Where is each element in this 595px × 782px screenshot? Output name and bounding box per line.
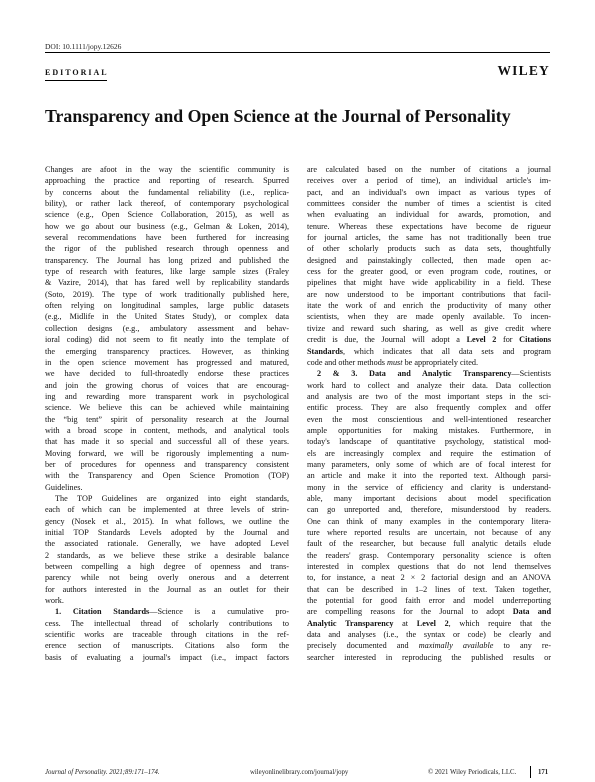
body-line: cess. The intellectual thread of scholarly contributions to: [45, 618, 289, 628]
body-line: & Vazire, 2014), that has fared well by replicability standards: [45, 278, 289, 288]
body-line: scientists, when they are made openly available. To incen-: [307, 312, 551, 322]
body-line: One can think of many examples in the contemporary litera-: [307, 516, 551, 526]
body-line: we have decided to full-throatedly endorse these practices: [45, 369, 289, 379]
body-line: with a broad scope in content, methods, and analytical tools: [45, 425, 289, 435]
body-line: collection designs (e.g., ambulatory assessment and behav-: [45, 323, 289, 333]
body-line: itate the work of and enrich the productivity of many other: [307, 301, 551, 311]
body-line: each of which can be implemented at three levels of strin-: [45, 505, 289, 515]
body-line: the “big tent” spirit of personality research at the Journal: [45, 414, 289, 424]
header-rule: [45, 52, 550, 53]
footer-separator: [530, 766, 531, 778]
body-line: are compelling reasons for the Journal to adopt Data and: [307, 607, 551, 617]
body-line: ample opportunities for making mistakes. Furthermore, in: [307, 425, 551, 435]
body-line: even the most conscientious and well-intentioned researcher: [307, 414, 551, 424]
body-line: Moving forward, we will be rigorously implementing a num-: [45, 448, 289, 458]
publisher-logo: WILEY: [497, 63, 550, 78]
body-line: Guidelines.: [45, 482, 83, 492]
body-line: Standards, which indicates that all data sets and program: [307, 346, 551, 356]
left-column: [45, 164, 289, 663]
body-line: are calculated based on the number of citations a journal: [307, 165, 551, 174]
body-line: in the open science movement has progressed and matured,: [45, 357, 289, 367]
body-line: for authors interested in the Journal as an outlet for their: [45, 584, 289, 594]
body-line: scientific works are traceable through citations in the ref-: [45, 630, 289, 640]
body-line: the readers' grasp. Contemporary personality science is often: [307, 550, 551, 560]
body-line: fault of the researcher, but because full analytic details elude: [307, 539, 551, 549]
body-line: that can be described in 1–2 lines of text. Taken together,: [307, 584, 551, 594]
body-line: approaching the practice and reporting of research. Spurred: [45, 176, 289, 186]
page-number: 171: [538, 769, 549, 776]
body-line: the associated rationale. Generally, we have adopted Level: [45, 539, 289, 549]
body-line: tenure. Whereas these expectations have become de rigueur: [307, 221, 551, 231]
body-line: with the Transparency and Open Science Promotion (TOP): [45, 471, 289, 481]
article-type-underline: [45, 80, 107, 81]
body-line: and join the growing chorus of voices that are encourag-: [45, 380, 289, 390]
body-line: (e.g., Midlife in the United States Study), or complex data: [45, 312, 289, 322]
body-line: are now understood to be important contributions that facil-: [307, 289, 551, 299]
body-line: an article and make it into the reported text. Although parsi-: [307, 471, 551, 481]
body-line: many parameters, only some of which are of focal interest for: [307, 459, 551, 469]
body-line: several recommendations have been furthered for increasing: [45, 233, 289, 243]
body-line: science. We believe this can be achieved while maintaining: [45, 403, 289, 413]
body-line: gency (Nosek et al., 2015). In what follows, we outline the: [45, 516, 289, 526]
body-line: work hard to collect and analyze their data. Data collection: [307, 380, 551, 390]
body-line: initial TOP Standards Levels adopted by the Journal and: [45, 528, 289, 537]
section-heading: 1. Citation Standards: [55, 607, 150, 617]
body-line: type of research with features, like large sample sizes (Fraley: [45, 267, 289, 277]
body-line: bility), or rather lack thereof, of contemporary psychological: [45, 199, 289, 209]
body-line: how we go about our business (e.g., Gelman & Loken, 2014),: [45, 221, 289, 231]
body-line: ber of procedures for openness and transparency consistent: [45, 459, 289, 469]
body-line: receives over a period of time), an individual article's im-: [307, 176, 551, 186]
footer-url[interactable]: wileyonlinelibrary.com/journal/jopy: [250, 769, 349, 776]
footer-journal: Journal of Personality. 2021;89:171–174.: [45, 769, 160, 776]
body-line: erence section of manuscripts. Citations also form the: [45, 641, 289, 651]
article-title: Transparency and Open Science at the Journal of Personality: [45, 106, 511, 126]
body-line: committees consider the number of times a scientist is cited: [307, 199, 551, 209]
right-column: [307, 164, 551, 663]
body-line: designed and painstakingly collected, then made open ac-: [307, 255, 551, 265]
article-type: EDITORIAL: [45, 68, 109, 77]
body-line: often relying on longitudinal samples, large public datasets: [45, 301, 289, 311]
body-line: transparency. The Journal has long prized and published the: [45, 255, 289, 265]
body-line: interested in complex questions that do not lend themselves: [307, 562, 551, 572]
body-line: mony in the service of efficiency and clarity is understand-: [307, 482, 551, 492]
body-line: 2 & 3. Data and Analytic Transparency—Scientists: [317, 369, 551, 379]
body-line: Analytic Transparency at Level 2, which require that the: [307, 618, 551, 628]
body-line: able, many important decisions about model specification: [307, 493, 551, 503]
body-line: 2 standards, as we believe these strike a desirable balance: [45, 550, 289, 560]
body-line: precisely documented and maximally available to any re-: [307, 641, 551, 651]
body-line: pact, and an individual's own impact as various types of: [307, 187, 551, 197]
body-line: The TOP Guidelines are organized into eight standards,: [55, 493, 289, 503]
body-line: that has made it so special and successful all of these years.: [45, 437, 289, 447]
footer-copyright: © 2021 Wiley Periodicals, LLC.: [428, 769, 517, 776]
body-line: ture where reported results are uncertain, not because of any: [307, 528, 551, 537]
body-line: pipelines that might have wide applicability in a field. These: [307, 278, 551, 288]
body-line: (Soto, 2019). The type of work traditionally published here,: [45, 289, 289, 299]
body-line: cess for the greater good, or even program code, routines, or: [307, 267, 551, 277]
body-line: ioral coding) did not seem to fit neatly into the template of: [45, 335, 289, 345]
body-line: work.: [45, 596, 64, 606]
body-line: tivize and reward such sharing, as well as give credit where: [307, 323, 551, 333]
body-line: can go unreported and, therefore, misunderstood by readers.: [307, 505, 551, 515]
body-line: the emerging transparency practices. However, as thinking: [45, 346, 289, 356]
body-line: Changes are afoot in the way the scientific community is: [45, 165, 289, 174]
doi: DOI: 10.1111/jopy.12626: [45, 42, 122, 51]
body-line: the potential for good faith error and model underreporting: [307, 596, 551, 606]
body-line: the rigor of the published research through openness and: [45, 244, 289, 254]
body-line: between compelling a high degree of openness and trans-: [45, 562, 289, 572]
body-line: code and other methods must be appropriately cited.: [307, 357, 478, 367]
body-line: ing and rewarding more transparent work in psychological: [45, 391, 289, 401]
body-line: parency while not being overly onerous and a deterrent: [45, 573, 289, 583]
body-line: by concerns about the fundamental reliability (i.e., replica-: [45, 187, 289, 197]
body-line: 1. Citation Standards—Science is a cumulative pro-: [55, 607, 289, 617]
body-line: els are increasingly complex and require the estimation of: [307, 448, 551, 458]
body-line: to, for instance, a neat 2 × 2 factorial design and an ANOVA: [307, 573, 551, 583]
body-line: when evaluating an individual for awards, promotion, and: [307, 210, 551, 220]
body-line: for journal articles, the same has not traditionally been true: [307, 233, 551, 243]
body-line: science (e.g., Open Science Collaboration, 2015), as well as: [45, 210, 289, 220]
body-line: credit is due, the Journal will adopt a Level 2 for Citations: [307, 335, 551, 345]
body-line: searcher interested in reproducing the published results or: [307, 652, 551, 662]
body-line: data and analyses (i.e., the syntax or code) be clearly and: [307, 630, 551, 640]
section-heading: 2 & 3. Data and Analytic Transparency: [317, 369, 512, 379]
body-line: basis of evaluating a journal's impact (i.e., impact factors: [45, 652, 289, 662]
body-line: today's landscape of quantitative psychology, statistical mod-: [307, 437, 551, 447]
body-line: and analysis are two of the most important steps in the sci-: [307, 391, 551, 401]
body-line: entific process. They are also frequently complex and offer: [307, 403, 551, 413]
body-line: of other scholarly products such as data sets, thoughtfully: [307, 244, 551, 254]
